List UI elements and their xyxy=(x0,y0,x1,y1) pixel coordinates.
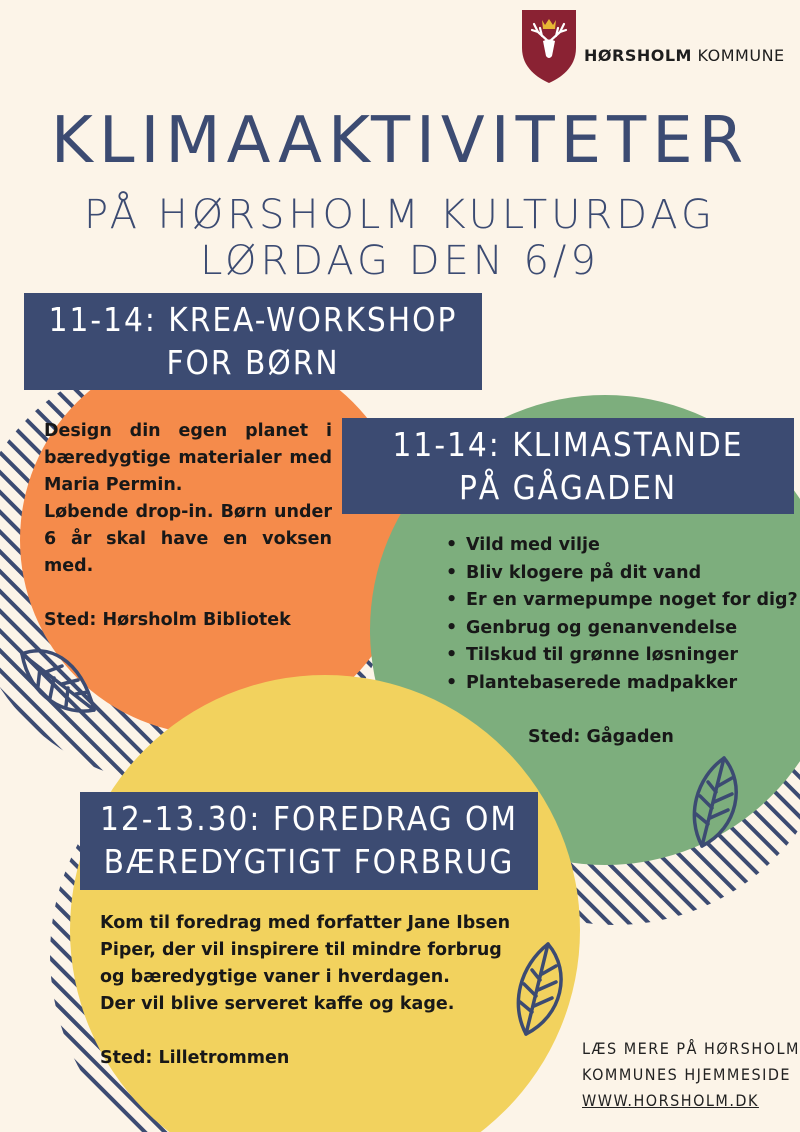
leaf-icon xyxy=(506,940,576,1040)
workshop-description: Design din egen planet i bæredygtige materialer med Maria Permin. Løbende drop-in. Børn under 6 år skal have en voksen med. xyxy=(44,421,332,576)
footer-line-2: KOMMUNES HJEMMESIDE xyxy=(582,1065,792,1084)
footer-line-1: LÆS MERE PÅ HØRSHOLM xyxy=(582,1039,800,1058)
workshop-heading: 11-14: KREA-WORKSHOP FOR BØRN xyxy=(24,293,482,390)
website-link[interactable]: WWW.HORSHOLM.DK xyxy=(582,1091,759,1110)
subtitle-line-1: PÅ HØRSHOLM KULTURDAG xyxy=(84,192,716,238)
deer-crown-shield-icon xyxy=(520,8,578,84)
talk-place: Sted: Lilletrommen xyxy=(100,1048,290,1068)
list-item: • Bliv klogere på dit vand xyxy=(446,560,798,588)
subtitle-line-2: LØRDAG DEN 6/9 xyxy=(200,238,600,284)
list-item: • Er en varmepumpe noget for dig? xyxy=(446,587,798,615)
hoersholm-logo xyxy=(520,8,790,88)
stands-heading: 11-14: KLIMASTANDE PÅ GÅGADEN xyxy=(342,418,794,514)
talk-heading: 12-13.30: FOREDRAG OM BÆREDYGTIGT FORBRUG xyxy=(80,792,538,890)
stands-place: Sted: Gågaden xyxy=(528,727,674,747)
list-item: • Vild med vilje xyxy=(446,532,798,560)
workshop-place: Sted: Hørsholm Bibliotek xyxy=(44,610,291,630)
list-item: • Genbrug og genanvendelse xyxy=(446,615,798,643)
footer-info xyxy=(582,1036,800,1114)
leaf-icon xyxy=(682,754,750,854)
list-item: • Plantebaserede madpakker xyxy=(446,670,798,698)
logo-text: HØRSHOLM KOMMUNE xyxy=(584,46,785,65)
leaf-icon xyxy=(16,642,102,722)
page-title: KLIMAAKTIVITETER xyxy=(50,104,750,178)
list-item: • Tilskud til grønne løsninger xyxy=(446,642,798,670)
talk-description: Kom til foredrag med forfatter Jane Ibsen Piper, der vil inspirere til mindre forbrug og bæredygtige vaner i hverdagen. Der vil blive serveret kaffe og kage. xyxy=(100,913,511,1014)
stands-list xyxy=(446,532,798,697)
